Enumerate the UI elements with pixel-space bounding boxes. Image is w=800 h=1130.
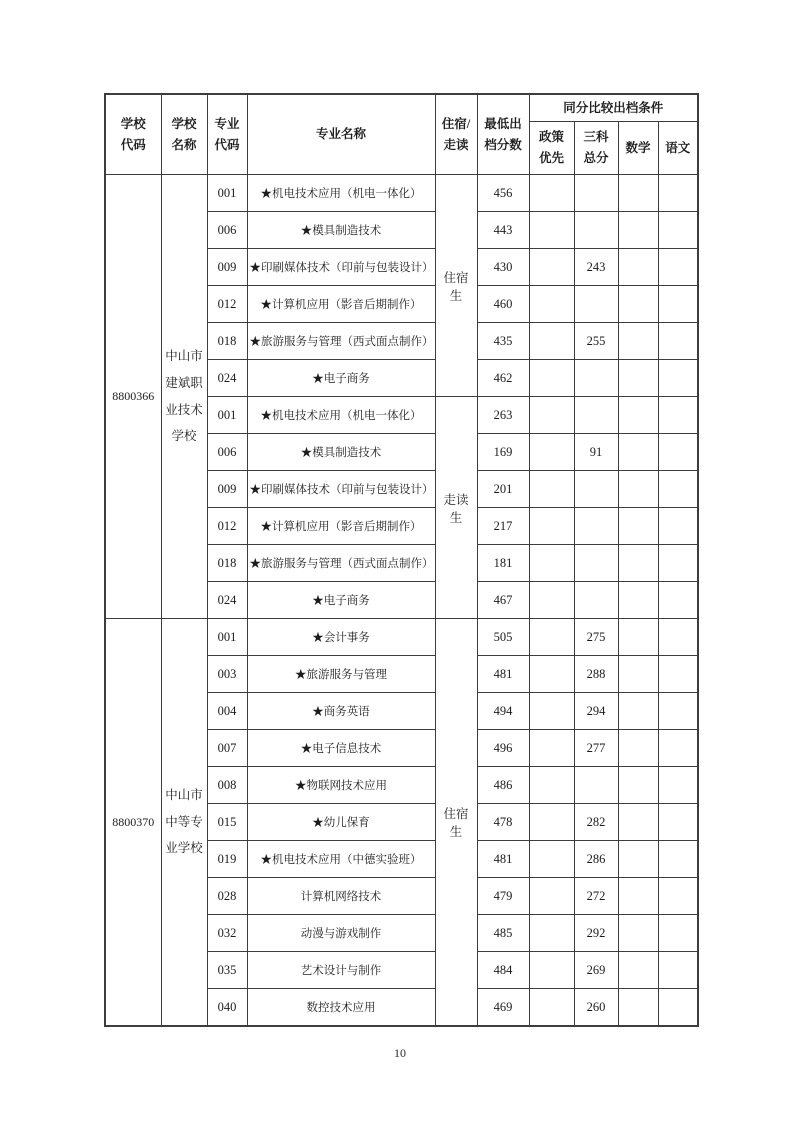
policy-priority-cell [529, 693, 574, 730]
header-housing: 住宿/走读 [435, 94, 477, 175]
math-score-cell [618, 582, 658, 619]
major-code-cell: 007 [207, 730, 247, 767]
major-name-cell: ★模具制造技术 [247, 212, 435, 249]
major-name-cell: ★机电技术应用（中德实验班） [247, 841, 435, 878]
three-subject-total-cell [574, 397, 618, 434]
min-score-cell: 181 [477, 545, 529, 582]
chinese-score-cell [658, 360, 698, 397]
policy-priority-cell [529, 582, 574, 619]
three-subject-total-cell: 269 [574, 952, 618, 989]
policy-priority-cell [529, 508, 574, 545]
header-major-code: 专业代码 [207, 94, 247, 175]
major-code-cell: 001 [207, 397, 247, 434]
chinese-score-cell [658, 878, 698, 915]
math-score-cell [618, 841, 658, 878]
min-score-cell: 505 [477, 619, 529, 656]
three-subject-total-cell: 275 [574, 619, 618, 656]
table-row [105, 175, 698, 212]
major-code-cell: 012 [207, 286, 247, 323]
major-name-cell: ★旅游服务与管理（西式面点制作） [247, 323, 435, 360]
chinese-score-cell [658, 989, 698, 1027]
three-subject-total-cell [574, 212, 618, 249]
major-name-cell: ★电子信息技术 [247, 730, 435, 767]
math-score-cell [618, 952, 658, 989]
three-subject-total-cell: 91 [574, 434, 618, 471]
math-score-cell [618, 619, 658, 656]
min-score-cell: 485 [477, 915, 529, 952]
major-name-cell: ★电子商务 [247, 582, 435, 619]
chinese-score-cell [658, 212, 698, 249]
policy-priority-cell [529, 878, 574, 915]
three-subject-total-cell [574, 175, 618, 212]
major-code-cell: 006 [207, 434, 247, 471]
policy-priority-cell [529, 397, 574, 434]
header-school-code: 学校代码 [105, 94, 161, 175]
chinese-score-cell [658, 508, 698, 545]
min-score-cell: 460 [477, 286, 529, 323]
header-school-name: 学校名称 [161, 94, 207, 175]
school-code-cell: 8800366 [105, 175, 161, 619]
major-name-cell: ★机电技术应用（机电一体化） [247, 175, 435, 212]
math-score-cell [618, 804, 658, 841]
major-code-cell: 001 [207, 175, 247, 212]
policy-priority-cell [529, 656, 574, 693]
major-code-cell: 024 [207, 360, 247, 397]
major-code-cell: 004 [207, 693, 247, 730]
major-name-cell: 动漫与游戏制作 [247, 915, 435, 952]
score-table-body [105, 175, 698, 1027]
header-three-subject-total: 三科总分 [574, 122, 618, 175]
policy-priority-cell [529, 915, 574, 952]
three-subject-total-cell [574, 471, 618, 508]
three-subject-total-cell [574, 360, 618, 397]
major-code-cell: 012 [207, 508, 247, 545]
school-name-cell: 中山市建斌职业技术学校 [161, 175, 207, 619]
three-subject-total-cell: 260 [574, 989, 618, 1027]
major-code-cell: 032 [207, 915, 247, 952]
policy-priority-cell [529, 434, 574, 471]
policy-priority-cell [529, 619, 574, 656]
policy-priority-cell [529, 286, 574, 323]
major-code-cell: 003 [207, 656, 247, 693]
min-score-cell: 430 [477, 249, 529, 286]
min-score-cell: 478 [477, 804, 529, 841]
major-name-cell: ★印刷媒体技术（印前与包装设计） [247, 249, 435, 286]
header-min-score: 最低出档分数 [477, 94, 529, 175]
policy-priority-cell [529, 952, 574, 989]
math-score-cell [618, 360, 658, 397]
math-score-cell [618, 508, 658, 545]
school-name-cell: 中山市中等专业学校 [161, 619, 207, 1027]
chinese-score-cell [658, 286, 698, 323]
math-score-cell [618, 471, 658, 508]
three-subject-total-cell: 272 [574, 878, 618, 915]
min-score-cell: 462 [477, 360, 529, 397]
major-name-cell: ★商务英语 [247, 693, 435, 730]
policy-priority-cell [529, 841, 574, 878]
min-score-cell: 494 [477, 693, 529, 730]
chinese-score-cell [658, 175, 698, 212]
major-name-cell: ★旅游服务与管理（西式面点制作） [247, 545, 435, 582]
math-score-cell [618, 656, 658, 693]
major-name-cell: ★机电技术应用（机电一体化） [247, 397, 435, 434]
chinese-score-cell [658, 582, 698, 619]
min-score-cell: 479 [477, 878, 529, 915]
major-name-cell: ★物联网技术应用 [247, 767, 435, 804]
math-score-cell [618, 545, 658, 582]
math-score-cell [618, 212, 658, 249]
header-major-name: 专业名称 [247, 94, 435, 175]
housing-cell: 住宿生 [435, 619, 477, 1027]
major-code-cell: 018 [207, 323, 247, 360]
school-code-cell: 8800370 [105, 619, 161, 1027]
math-score-cell [618, 175, 658, 212]
min-score-cell: 169 [477, 434, 529, 471]
header-tiebreak-group: 同分比较出档条件 [529, 94, 698, 122]
chinese-score-cell [658, 323, 698, 360]
chinese-score-cell [658, 545, 698, 582]
chinese-score-cell [658, 434, 698, 471]
math-score-cell [618, 989, 658, 1027]
three-subject-total-cell: 243 [574, 249, 618, 286]
chinese-score-cell [658, 249, 698, 286]
min-score-cell: 484 [477, 952, 529, 989]
table-row [105, 619, 698, 656]
math-score-cell [618, 434, 658, 471]
housing-cell: 走读生 [435, 397, 477, 619]
policy-priority-cell [529, 989, 574, 1027]
page-number: 10 [394, 1046, 406, 1060]
chinese-score-cell [658, 804, 698, 841]
math-score-cell [618, 915, 658, 952]
policy-priority-cell [529, 212, 574, 249]
three-subject-total-cell: 255 [574, 323, 618, 360]
min-score-cell: 481 [477, 841, 529, 878]
three-subject-total-cell [574, 508, 618, 545]
major-name-cell: ★会计事务 [247, 619, 435, 656]
three-subject-total-cell: 277 [574, 730, 618, 767]
major-code-cell: 028 [207, 878, 247, 915]
math-score-cell [618, 286, 658, 323]
math-score-cell [618, 878, 658, 915]
major-code-cell: 009 [207, 249, 247, 286]
major-code-cell: 001 [207, 619, 247, 656]
min-score-cell: 496 [477, 730, 529, 767]
min-score-cell: 467 [477, 582, 529, 619]
major-code-cell: 008 [207, 767, 247, 804]
policy-priority-cell [529, 175, 574, 212]
policy-priority-cell [529, 249, 574, 286]
chinese-score-cell [658, 397, 698, 434]
chinese-score-cell [658, 693, 698, 730]
chinese-score-cell [658, 767, 698, 804]
min-score-cell: 456 [477, 175, 529, 212]
min-score-cell: 469 [477, 989, 529, 1027]
min-score-cell: 435 [477, 323, 529, 360]
min-score-cell: 443 [477, 212, 529, 249]
math-score-cell [618, 767, 658, 804]
policy-priority-cell [529, 730, 574, 767]
major-code-cell: 006 [207, 212, 247, 249]
major-name-cell: ★电子商务 [247, 360, 435, 397]
major-code-cell: 024 [207, 582, 247, 619]
three-subject-total-cell [574, 582, 618, 619]
chinese-score-cell [658, 619, 698, 656]
major-name-cell: 艺术设计与制作 [247, 952, 435, 989]
math-score-cell [618, 730, 658, 767]
policy-priority-cell [529, 767, 574, 804]
housing-cell: 住宿生 [435, 175, 477, 397]
chinese-score-cell [658, 730, 698, 767]
three-subject-total-cell [574, 767, 618, 804]
three-subject-total-cell [574, 286, 618, 323]
table-header [105, 94, 698, 175]
three-subject-total-cell: 286 [574, 841, 618, 878]
math-score-cell [618, 249, 658, 286]
major-name-cell: ★计算机应用（影音后期制作） [247, 286, 435, 323]
math-score-cell [618, 693, 658, 730]
chinese-score-cell [658, 656, 698, 693]
major-name-cell: ★计算机应用（影音后期制作） [247, 508, 435, 545]
major-code-cell: 019 [207, 841, 247, 878]
chinese-score-cell [658, 471, 698, 508]
three-subject-total-cell: 294 [574, 693, 618, 730]
min-score-cell: 217 [477, 508, 529, 545]
policy-priority-cell [529, 323, 574, 360]
major-name-cell: ★幼儿保育 [247, 804, 435, 841]
header-math: 数学 [618, 122, 658, 175]
math-score-cell [618, 323, 658, 360]
policy-priority-cell [529, 545, 574, 582]
min-score-cell: 263 [477, 397, 529, 434]
major-name-cell: ★印刷媒体技术（印前与包装设计） [247, 471, 435, 508]
header-chinese: 语文 [658, 122, 698, 175]
header-policy-priority: 政策优先 [529, 122, 574, 175]
chinese-score-cell [658, 915, 698, 952]
chinese-score-cell [658, 841, 698, 878]
chinese-score-cell [658, 952, 698, 989]
min-score-cell: 201 [477, 471, 529, 508]
major-code-cell: 040 [207, 989, 247, 1027]
major-code-cell: 018 [207, 545, 247, 582]
major-name-cell: 数控技术应用 [247, 989, 435, 1027]
policy-priority-cell [529, 471, 574, 508]
major-code-cell: 015 [207, 804, 247, 841]
policy-priority-cell [529, 360, 574, 397]
policy-priority-cell [529, 804, 574, 841]
math-score-cell [618, 397, 658, 434]
major-code-cell: 009 [207, 471, 247, 508]
three-subject-total-cell: 288 [574, 656, 618, 693]
major-code-cell: 035 [207, 952, 247, 989]
major-name-cell: ★旅游服务与管理 [247, 656, 435, 693]
min-score-cell: 481 [477, 656, 529, 693]
three-subject-total-cell [574, 545, 618, 582]
three-subject-total-cell: 292 [574, 915, 618, 952]
three-subject-total-cell: 282 [574, 804, 618, 841]
min-score-cell: 486 [477, 767, 529, 804]
major-name-cell: 计算机网络技术 [247, 878, 435, 915]
score-table [104, 93, 699, 1027]
major-name-cell: ★模具制造技术 [247, 434, 435, 471]
